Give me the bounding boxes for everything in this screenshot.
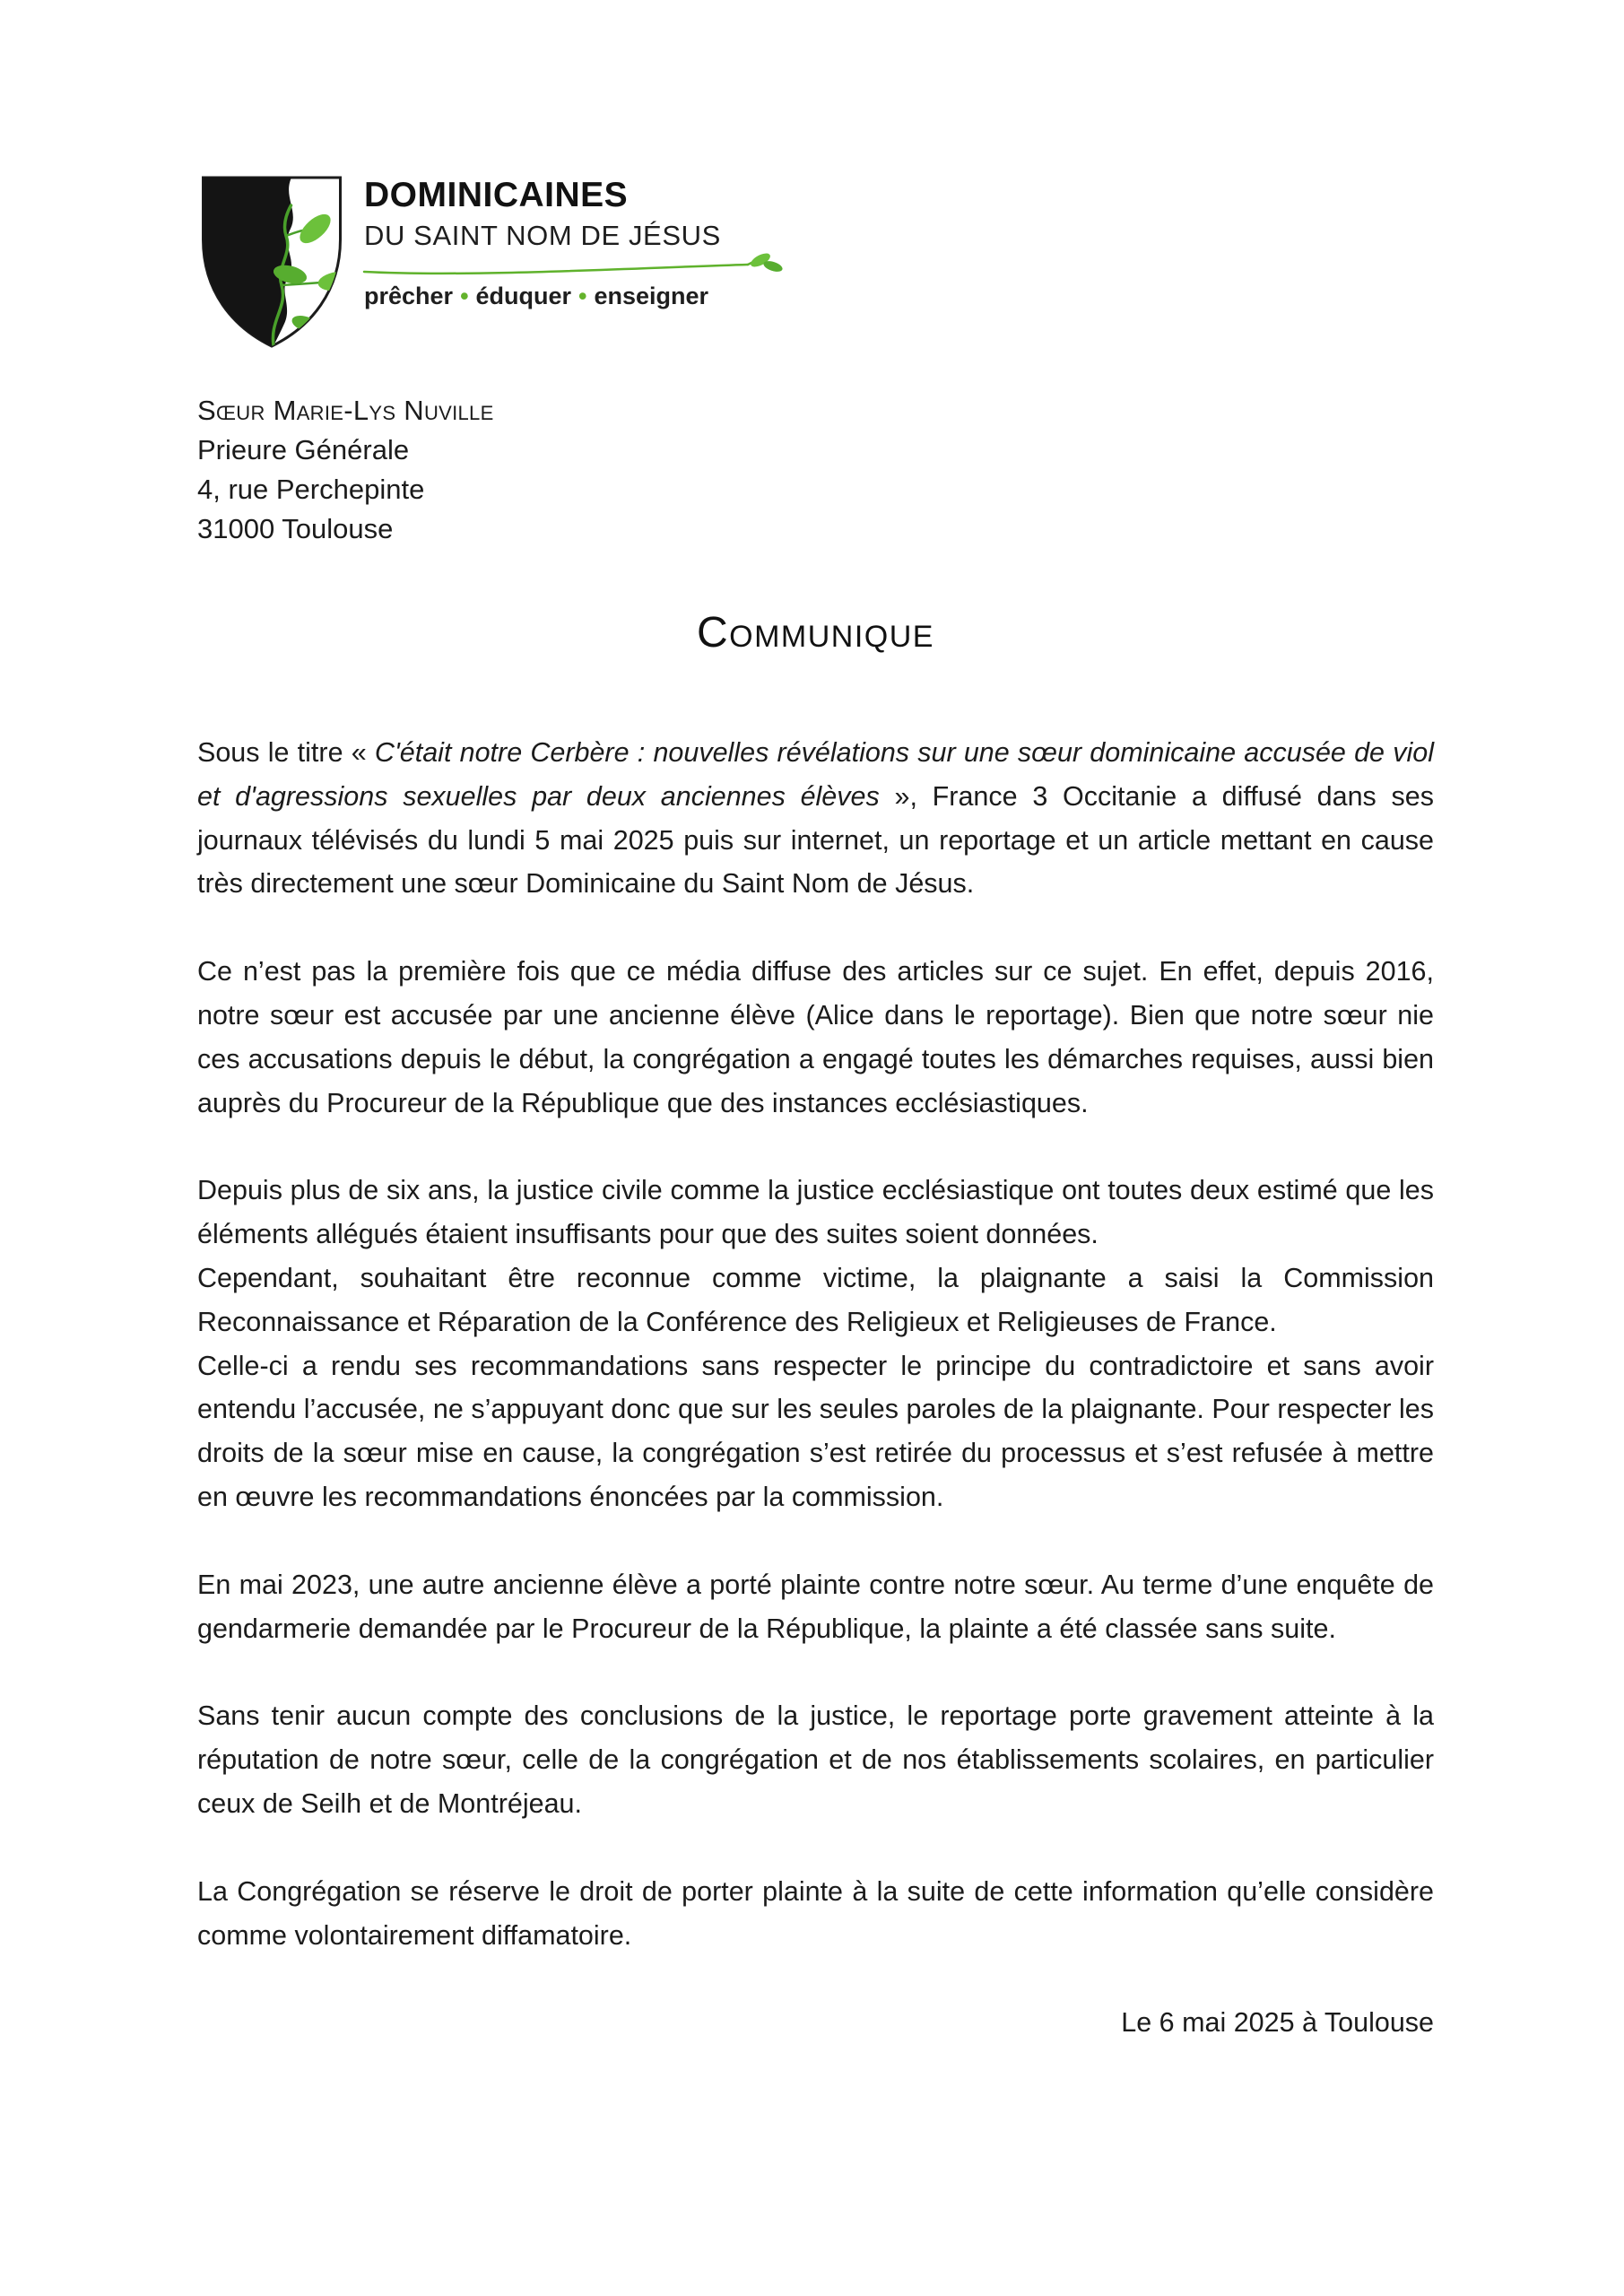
document-body [197,731,1434,2045]
paragraph-2: Ce n’est pas la première fois que ce média diffuse des articles sur ce sujet. En effet, depuis 2016, notre sœur est accusée par une ancienne élève (Alice dans le reportage). Bien que notre sœur nie ces accusations depuis le début, la congrégation a engagé toutes les démarches requises, aussi bien auprès du Procureur de la République que des instances ecclésiastiques. [197,956,1434,1118]
logo-text-block [364,172,784,310]
shield-emblem-icon [197,172,346,352]
dateline: Le 6 mai 2025 à Toulouse [1121,2007,1434,2039]
paragraph-6: La Congrégation se réserve le droit de porter plainte à la suite de cette information qu’elle considère comme volontairement diffamatoire. [197,1875,1434,1951]
p1-tail: », France 3 Occitanie a diffusé dans ses journaux télévisés du lundi 5 mai 2025 puis sur internet, un reportage et un article mettant en cause très directement une sœur Dominicaine du Saint Nom de Jésus. [197,780,1434,900]
paragraph-3-part-1: Depuis plus de six ans, la justice civile comme la justice ecclésiastique ont toutes deux estimé que les éléments allégués étaient insuffisants pour que des suites soient données. [197,1175,1434,1250]
paragraph-5: Sans tenir aucun compte des conclusions de la justice, le reportage porte gravement atteinte à la réputation de notre sœur, celle de la congrégation et de nos établissements scolaires, en particulier ceux de Seilh et de Montréjeau. [197,1700,1434,1819]
green-swoosh-icon [362,252,784,279]
logo-tagline [364,283,784,310]
sender-block [197,391,1434,549]
paragraph-3 [197,1169,1434,1518]
tagline-word-1: prêcher [364,283,454,310]
sender-role: Prieure Générale [197,434,410,466]
p1-lead: Sous le titre « [197,737,375,769]
paragraph-3-part-2: Cependant, souhaitant être reconnue comme victime, la plaignante a saisi la Commission Reconnaissance et Réparation de la Conférence des Religieux et Religieuses de France. [197,1263,1434,1337]
paragraph-1 [197,731,1434,906]
tagline-dot-icon: • [578,283,587,310]
sender-address-street: 4, rue Perchepinte [197,474,425,506]
paragraph-4: En mai 2023, une autre ancienne élève a porté plainte contre notre sœur. Au terme d’une enquête de gendarmerie demandée par le Procureur de la République, la plainte a été classée sans suite. [197,1569,1434,1644]
congregation-logo [197,172,1434,352]
tagline-word-3: enseigner [594,283,709,310]
p1-article-title: C'était notre Cerbère : nouvelles révélations sur une sœur dominicaine accusée de viol et d'agressions sexuelles par deux anciennes élèves [197,737,1434,812]
paragraph-3-part-3: Celle-ci a rendu ses recommandations sans respecter le principe du contradictoire et sans avoir entendu l’accusée, ne s’appuyant donc que sur les seules paroles de la plaignante. Pour respecter les droits de la sœur mise en cause, la congrégation s’est retirée du processus et s’est refusée à mettre en œuvre les recommandations énoncées par la commission. [197,1350,1434,1513]
document-title: Communique [697,609,934,657]
logo-subtitle: DU SAINT NOM DE JÉSUS [364,219,721,251]
tagline-word-2: éduquer [475,283,572,310]
logo-title: DOMINICAINES [364,176,629,214]
sender-name: Sœur Marie-Lys Nuville [197,395,494,426]
tagline-dot-icon: • [460,283,469,310]
sender-address-city: 31000 Toulouse [197,513,394,545]
